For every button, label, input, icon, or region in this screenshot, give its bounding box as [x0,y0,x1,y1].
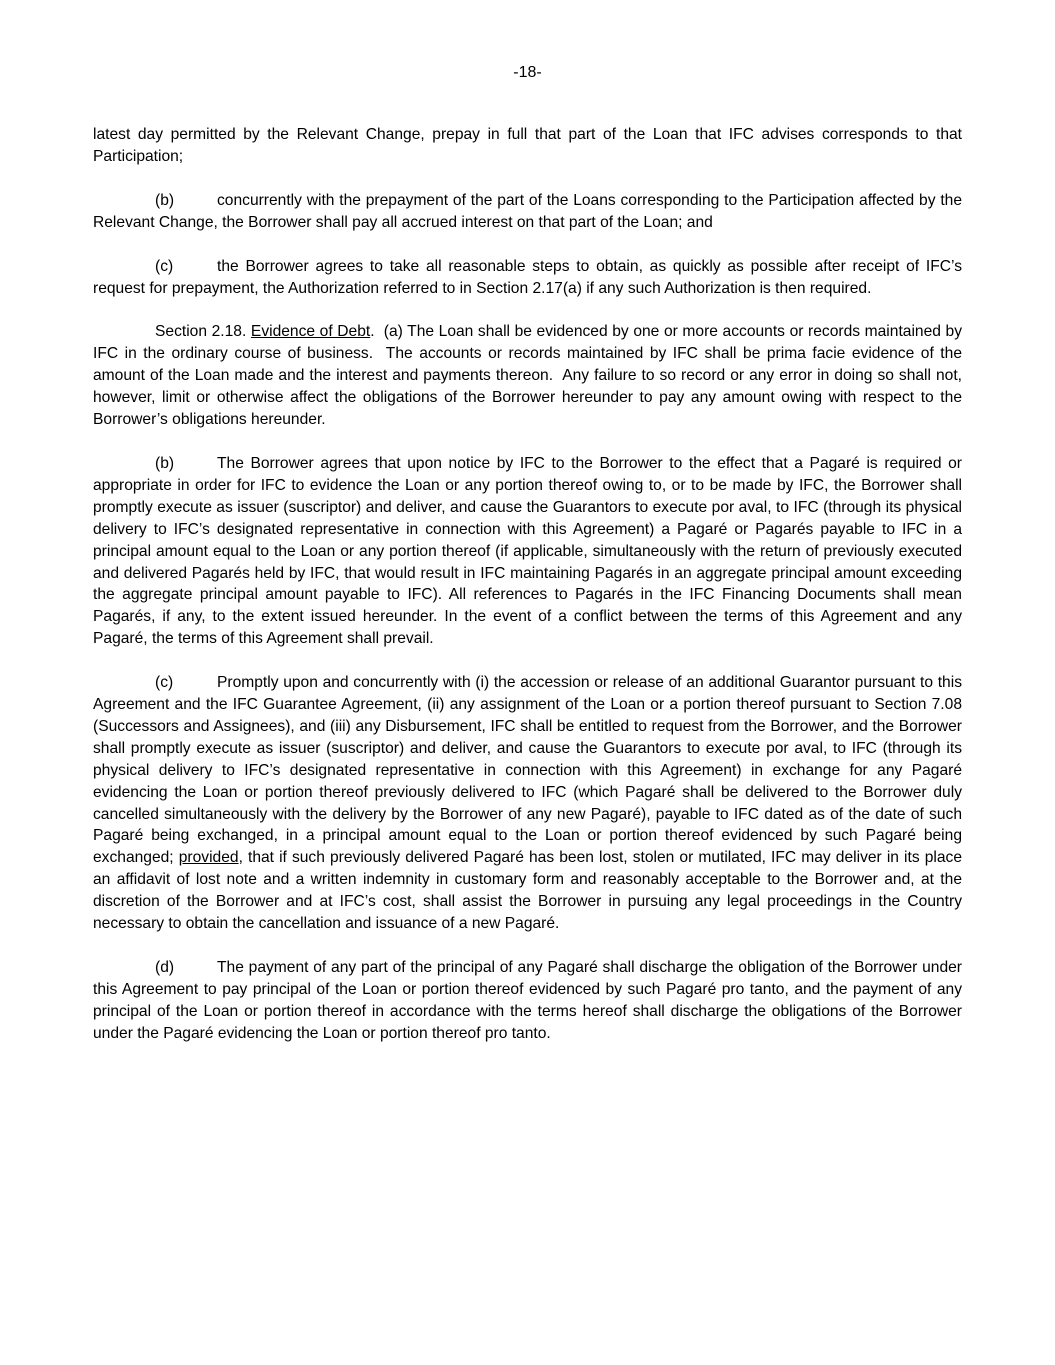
page-number: -18- [513,64,542,81]
paragraph-text: the Borrower agrees to take all reasonable steps to obtain, as quickly as possible after receipt of IFC’s request for prepayment, the Authorization referred to in Section 2.17(a) if any such Authorization is then required. [93,257,962,297]
paragraph-label: (c) [155,257,174,275]
section-title-punct: . [370,323,375,341]
paragraph-label: (d) [155,959,175,976]
paragraph-text: (a) The Loan shall be evidenced by one or more accounts or records maintained by IFC in the ordinary course of business. The accounts or records maintained by IFC shall be prima facie evidence of the amount of the Loan made and the interest and payments thereon. Any failure to so record or any error in doing so shall not, however, limit or otherwise affect the obligations of the Borrower hereunder to pay any amount owing with respect to the Borrower’s obligations hereunder. [93,323,967,429]
section-2-18-evidence-of-debt [93,321,967,431]
paragraph-text: The Borrower agrees that upon notice by IFC to the Borrower to the effect that a Pagaré is required or appropriate in order for IFC to evidence the Loan or any portion thereof owing to, or to be made by IFC, the Borrower shall promptly execute as issuer (suscriptor) and deliver, and cause the Guarantors to execute por aval, to IFC (through its physical delivery to IFC’s designated representative in connection with this Agreement) a Pagaré or Pagarés payable to IFC in a principal amount equal to the Loan or any portion thereof (if applicable, simultaneously with the return of previously executed and delivered Pagarés held by IFC, that would result in IFC maintaining Pagarés in an aggregate principal amount exceeding the aggregate principal amount payable to IFC). All references to Pagarés in the IFC Financing Documents shall mean Pagarés, if any, to the extent issued hereunder. In the event of a conflict between the terms of this Agreement and any Pagaré, the terms of this Agreement shall prevail. [93,454,962,648]
paragraph-c-authorization [93,256,962,300]
paragraph-c-exchange [93,672,962,935]
document-body [93,124,967,1067]
section-number: Section 2.18. [155,323,247,341]
paragraph-b-pagare [93,453,962,650]
section-title: Evidence of Debt [250,323,371,341]
paragraph-label: (b) [155,191,175,209]
paragraph-text: latest day permitted by the Relevant Change, prepay in full that part of the Loan that IFC advises corresponds to that Participation; [93,126,962,165]
paragraph-continuation [93,124,962,168]
paragraph-d-payment [93,957,962,1045]
paragraph-label: (c) [155,674,174,692]
provided-term: provided [178,849,239,867]
paragraph-text: Promptly upon and concurrently with (i) the accession or release of an additional Guarantor pursuant to this Agreement and the IFC Guarantee Agreement, (ii) any assignment of the Loan or a portion thereof pursuant to Section 7.08 (Successors and Assignees), and (iii) any Disbursement, IFC shall be entitled to request from the Borrower, and the Borrower shall promptly execute as issuer (suscriptor) and deliver, and cause the Guarantors to execute por aval, to IFC (through its physical delivery to IFC’s designated representative in connection with this Agreement) in exchange for any Pagaré evidencing the Loan or portion thereof previously delivered to IFC (which Pagaré shall be delivered to the Borrower duly cancelled simultaneously with the delivery by the Borrower of any new Pagaré), payable to IFC dated as of the date of such Pagaré being exchanged, in a principal amount equal to the Loan or portion thereof evidenced by such Pagaré being exchanged; [93,674,962,867]
paragraph-text-continued: , that if such previously delivered Pagaré has been lost, stolen or mutilated, IFC may deliver in its place an affidavit of lost note and a written indemnity in customary form and reasonably acceptable to the Borrower and, at the discretion of the Borrower and at IFC’s cost, shall assist the Borrower in pursuing any legal proceedings in the Country necessary to obtain the cancellation and issuance of a new Pagaré. [93,849,963,933]
paragraph-label: (b) [155,454,175,472]
paragraph-text: The payment of any part of the principal of any Pagaré shall discharge the obligation of the Borrower under this Agreement to pay principal of the Loan or portion thereof evidenced by such Pagaré pro tanto, and the payment of any principal of the Loan or portion thereof in accordance with the terms hereof shall discharge the obligations of the Borrower under the Pagaré evidencing the Loan or portion thereof pro tanto. [93,959,962,1042]
paragraph-b-interest [93,190,962,234]
paragraph-text: concurrently with the prepayment of the part of the Loans corresponding to the Participation affected by the Relevant Change, the Borrower shall pay all accrued interest on that part of the Loan; and [93,191,962,231]
